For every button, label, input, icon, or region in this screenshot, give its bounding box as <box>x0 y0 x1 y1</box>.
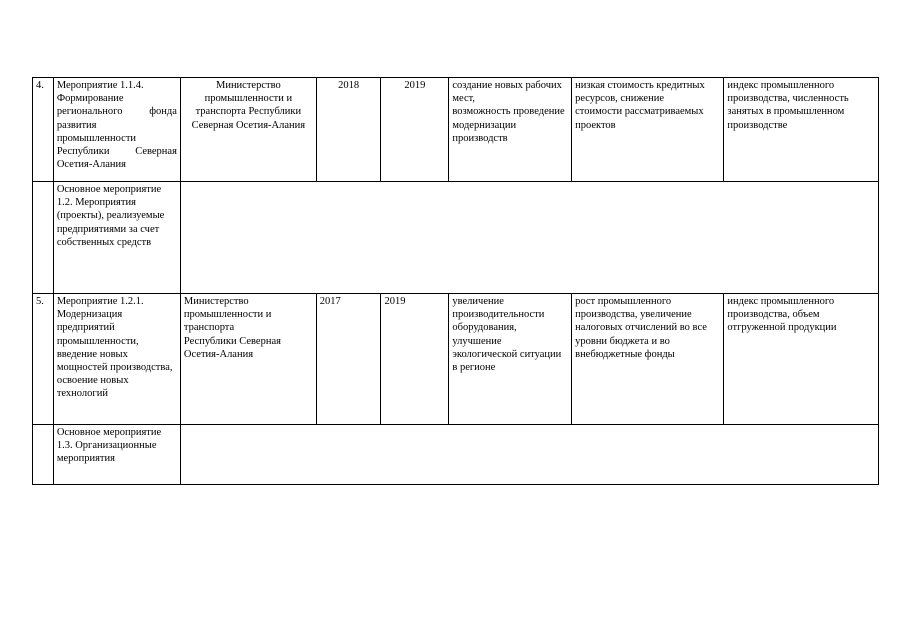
risks: рост промышленного производства, увеличение налоговых отчислений во все уровни бюджета и во внебюджетные фонды <box>572 294 724 425</box>
main-measure-name: Основное мероприятие 1.3. Организационные мероприятия <box>53 425 180 485</box>
start-year: 2018 <box>316 78 381 182</box>
table-row <box>33 425 879 485</box>
merged-empty-cell <box>180 182 878 294</box>
expected-result: создание новых рабочих мест, возможность проведение модернизации производств <box>449 78 572 182</box>
indicator: индекс промышленного производства, численность занятых в промышленном производстве <box>724 78 879 182</box>
indicator: индекс промышленного производства, объем отгруженной продукции <box>724 294 879 425</box>
measure-name: Мероприятие 1.1.4. Формирование регионального фонда развития промышленности Республики Северная Осетия-Алания <box>53 78 180 182</box>
merged-empty-cell <box>180 425 878 485</box>
row-number-empty <box>33 425 54 485</box>
executor: Министерство промышленности и транспорта Республики Северная Осетия-Алания <box>180 78 316 182</box>
row-number: 5. <box>33 294 54 425</box>
row-number-empty <box>33 182 54 294</box>
end-year: 2019 <box>381 78 449 182</box>
row-number: 4. <box>33 78 54 182</box>
main-measure-name: Основное мероприятие 1.2. Мероприятия (проекты), реализуемые предприятиями за счет собственных средств <box>53 182 180 294</box>
start-year: 2017 <box>316 294 381 425</box>
expected-result: увеличение производительности оборудования, улучшение экологической ситуации в регионе <box>449 294 572 425</box>
executor: Министерство промышленности и транспорта Республики Северная Осетия-Алания <box>180 294 316 425</box>
risks: низкая стоимость кредитных ресурсов, снижение стоимости рассматриваемых проектов <box>572 78 724 182</box>
table-row <box>33 78 879 182</box>
end-year: 2019 <box>381 294 449 425</box>
measures-table <box>32 77 879 485</box>
table-row <box>33 294 879 425</box>
measure-name: Мероприятие 1.2.1. Модернизация предприятий промышленности, введение новых мощностей производства, освоение новых технологий <box>53 294 180 425</box>
table-row <box>33 182 879 294</box>
